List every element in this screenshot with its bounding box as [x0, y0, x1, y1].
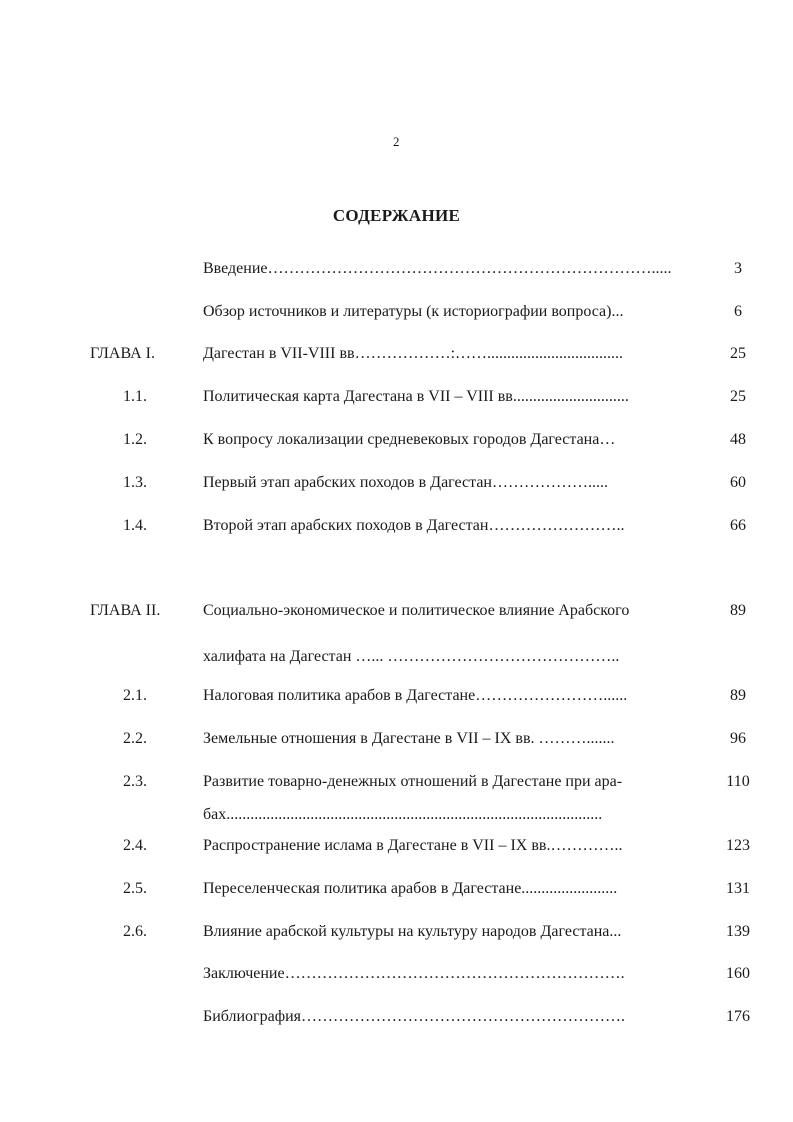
toc-entry-number: 2.4. [123, 837, 147, 854]
toc-entry [0, 920, 793, 944]
toc-entry-title: Земельные отношения в Дагестане в VII – IX вв. ………....... [203, 730, 615, 747]
toc-entry-page: 3 [734, 260, 742, 277]
toc-entry-number: 2.5. [123, 880, 147, 897]
toc-entry [0, 342, 793, 366]
toc-entry-page: 25 [730, 388, 746, 405]
toc-entry-page: 139 [726, 923, 750, 940]
toc-entry-page: 48 [730, 431, 746, 448]
toc-entry-page: 160 [726, 965, 750, 982]
toc-entry-page: 89 [730, 602, 746, 619]
toc-entry-page: 176 [726, 1008, 750, 1025]
toc-entry-number: ГЛАВА II. [90, 602, 161, 619]
toc-entry-number: 1.3. [123, 474, 147, 491]
toc-entry-page: 96 [730, 730, 746, 747]
toc-entry [0, 727, 793, 751]
toc-entry [0, 385, 793, 409]
toc-entry-title: Развитие товарно-денежных отношений в Дагестане при ара- [203, 773, 623, 790]
toc-entry-page: 60 [730, 474, 746, 491]
toc-entry-page: 66 [730, 517, 746, 534]
toc-entry [0, 300, 793, 324]
toc-entry-title: Переселенческая политика арабов в Дагестане........................ [203, 880, 618, 897]
toc-entry-number: ГЛАВА I. [90, 345, 155, 362]
toc-entry-number: 1.1. [123, 388, 147, 405]
toc-title: СОДЕРЖАНИЕ [332, 206, 461, 225]
toc-entry-title: Библиография……………………………………………………. [203, 1008, 625, 1025]
toc-entry-page: 25 [730, 345, 746, 362]
toc-entry-title: Второй этап арабских походов в Дагестан…………………….. [203, 517, 625, 534]
toc-entry-title: Дагестан в VII-VIII вв………………:…….................................. [203, 345, 624, 362]
toc-entry-title: Влияние арабской культуры на культуру народов Дагестана... [203, 923, 622, 940]
toc-entry-title: Заключение………………………………………………………. [203, 965, 625, 982]
toc-entry [0, 1005, 793, 1029]
toc-entry [0, 599, 793, 623]
toc-entry-number: 1.4. [123, 517, 147, 534]
toc-entry-title: Первый этап арабских походов в Дагестан………………..... [203, 474, 608, 491]
toc-entry-title: Распространение ислама в Дагестане в VII – IX вв.………….. [203, 837, 623, 854]
toc-entry-number: 1.2. [123, 431, 147, 448]
toc-entry [0, 684, 793, 708]
toc-entry [0, 834, 793, 858]
page-number: 2 [393, 134, 400, 149]
toc-entry-page: 131 [726, 880, 750, 897]
toc-entry-title: халифата на Дагестан …... …………………………………….. [203, 648, 620, 665]
toc-entry-continuation [0, 645, 793, 669]
toc-entry-title: Социально-экономическое и политическое влияние Арабского [203, 602, 630, 619]
toc-entry-title: Политическая карта Дагестана в VII – VIII вв............................. [203, 388, 629, 405]
toc-entry-number: 2.1. [123, 687, 147, 704]
toc-entry [0, 770, 793, 794]
toc-entry-title: бах.............................................................................................. [203, 806, 603, 823]
toc-entry [0, 514, 793, 538]
toc-entry [0, 877, 793, 901]
toc-entry-number: 2.2. [123, 730, 147, 747]
toc-entry [0, 257, 793, 281]
toc-entry-title: Налоговая политика арабов в Дагестане……………………...... [203, 687, 628, 704]
toc-entry [0, 428, 793, 452]
toc-entry [0, 471, 793, 495]
toc-entry-page: 89 [730, 687, 746, 704]
toc-entry-title: К вопросу локализации средневековых городов Дагестана… [203, 431, 616, 448]
toc-entry-number: 2.6. [123, 923, 147, 940]
toc-entry-page: 110 [726, 773, 750, 790]
toc-entry-continuation [0, 803, 793, 827]
toc-entry-title: Обзор источников и литературы (к историографии вопроса)... [203, 303, 624, 320]
toc-entry-page: 123 [726, 837, 750, 854]
toc-entry-page: 6 [734, 303, 742, 320]
toc-entry-number: 2.3. [123, 773, 147, 790]
toc-entry [0, 962, 793, 986]
toc-entry-title: Введение………………………………………………………………..... [203, 260, 672, 277]
